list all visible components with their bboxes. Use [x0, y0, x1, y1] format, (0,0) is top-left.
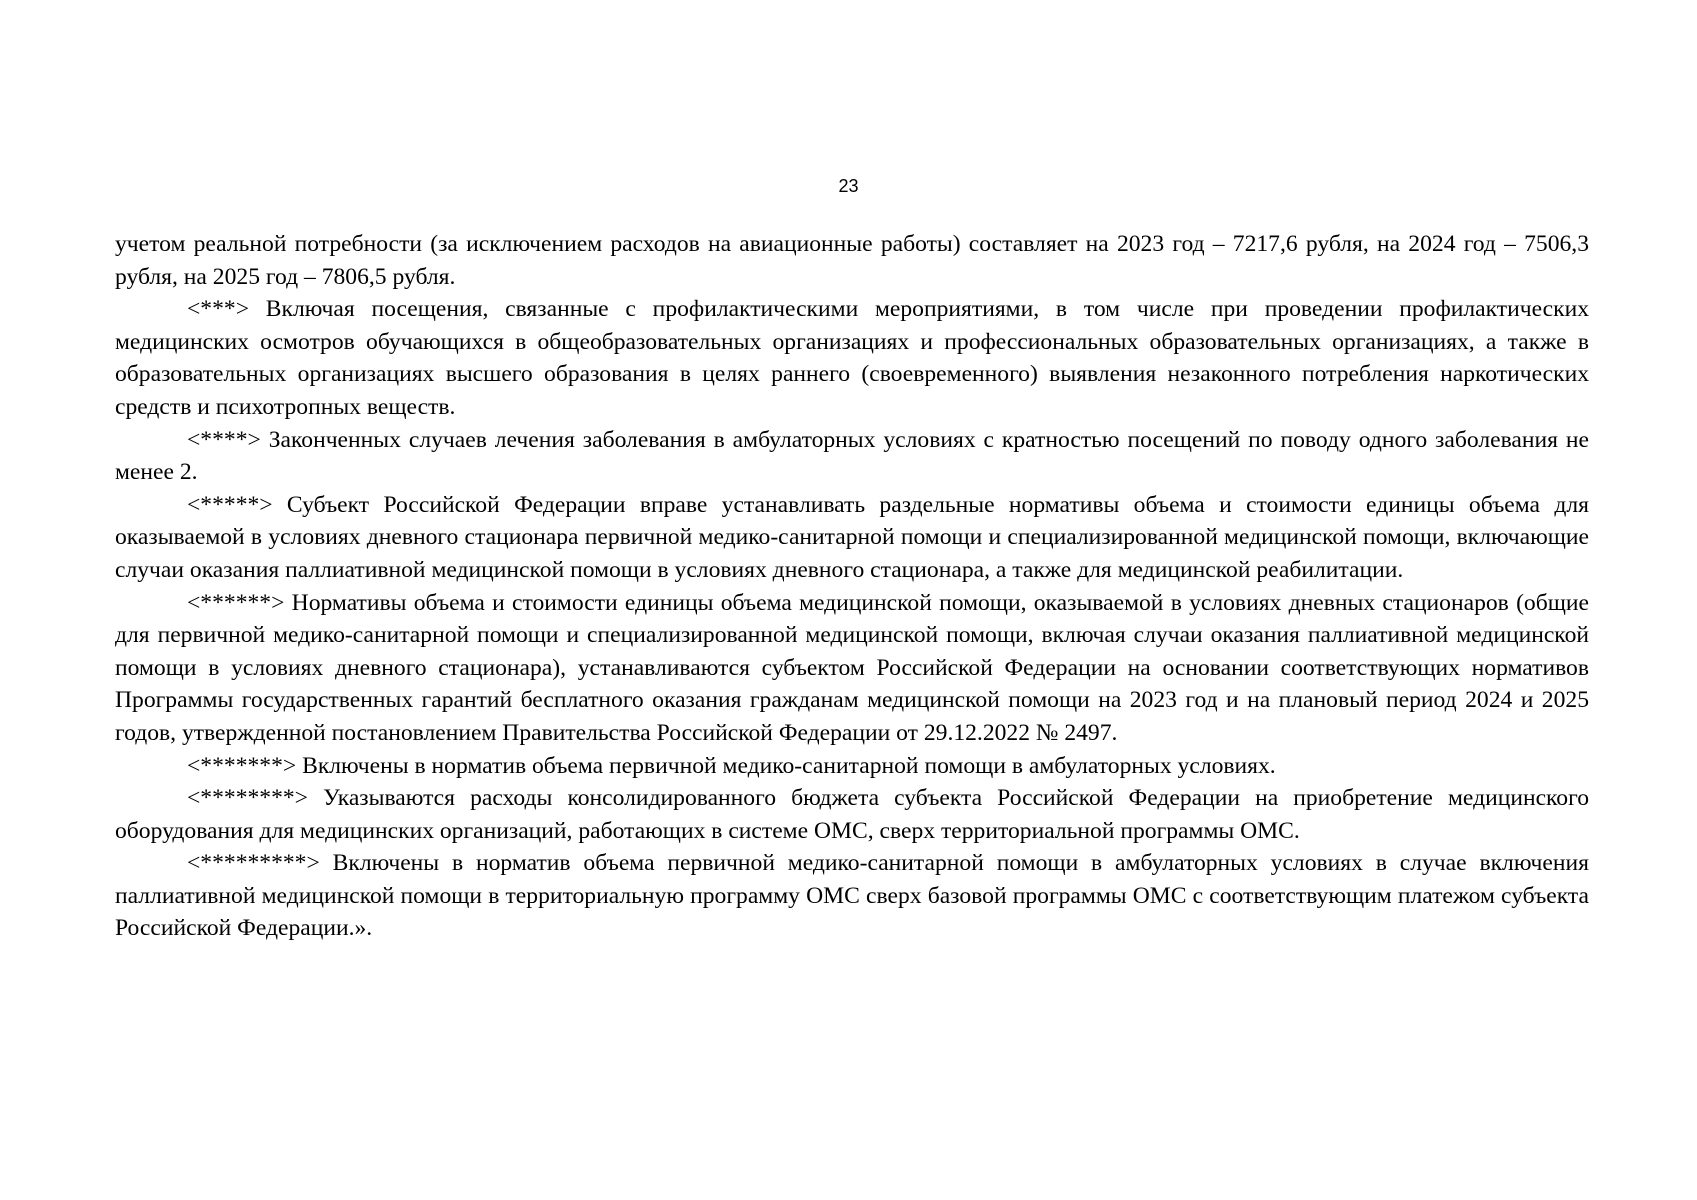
footnote-9: <*********> Включены в норматив объема первичной медико-санитарной помощи в амбулаторных условиях в случае включения паллиативной медицинской помощи в территориальную программу ОМС сверх базовой программы ОМС с соответствующим платежом субъекта Российской Федерации.». [115, 850, 1589, 942]
footnote-8: <********> Указываются расходы консолидированного бюджета субъекта Российской Федерации на приобретение медицинского оборудования для медицинских организаций, работающих в системе ОМС, сверх территориальной программы ОМС. [115, 785, 1589, 844]
footnote-4: <****> Законченных случаев лечения заболевания в амбулаторных условиях с кратностью посещений по поводу одного заболевания не менее 2. [115, 426, 1589, 486]
footnote-7: <*******> Включены в норматив объема первичной медико-санитарной помощи в амбулаторных условиях. [187, 752, 1276, 779]
footnote-5: <*****> Субъект Российской Федерации вправе устанавливать раздельные нормативы объема и стоимости единицы объема для оказываемой в условиях дневного стационара первичной медико-санитарной помощи и специализированной медицинской помощи, включающие случаи оказания паллиативной медицинской помощи в условиях дневного стационара, а также для медицинской реабилитации. [115, 491, 1589, 583]
footnote-6: <******> Нормативы объема и стоимости единицы объема медицинской помощи, оказываемой в условиях дневных стационаров (общие для первичной медико-санитарной помощи и специализированной медицинской помощи, включая случаи оказания паллиативной медицинской помощи в условиях дневного стационара), устанавливаются субъектом Российской Федерации на основании соответствующих нормативов Программы государственных гарантий бесплатного оказания гражданам медицинской помощи на 2023 год и на плановый период 2024 и 2025 годов, утвержденной постановлением Правительства Российской Федерации от 29.12.2022 № 2497. [115, 589, 1589, 746]
footnote-3: <***> Включая посещения, связанные с профилактическими мероприятиями, в том числе при проведении профилактических медицинских осмотров обучающихся в общеобразовательных организациях и профессиональных образовательных организациях, а также в образовательных организациях высшего образования в целях раннего (своевременного) выявления незаконного потребления наркотических средств и психотропных веществ. [115, 296, 1589, 420]
document-body [115, 228, 1589, 945]
page-number: 23 [838, 176, 859, 196]
paragraph-continuation: учетом реальной потребности (за исключением расходов на авиационные работы) составляет на 2023 год – 7217,6 рубля, на 2024 год – 7506,3 рубля, на 2025 год – 7806,5 рубля. [115, 231, 1589, 290]
